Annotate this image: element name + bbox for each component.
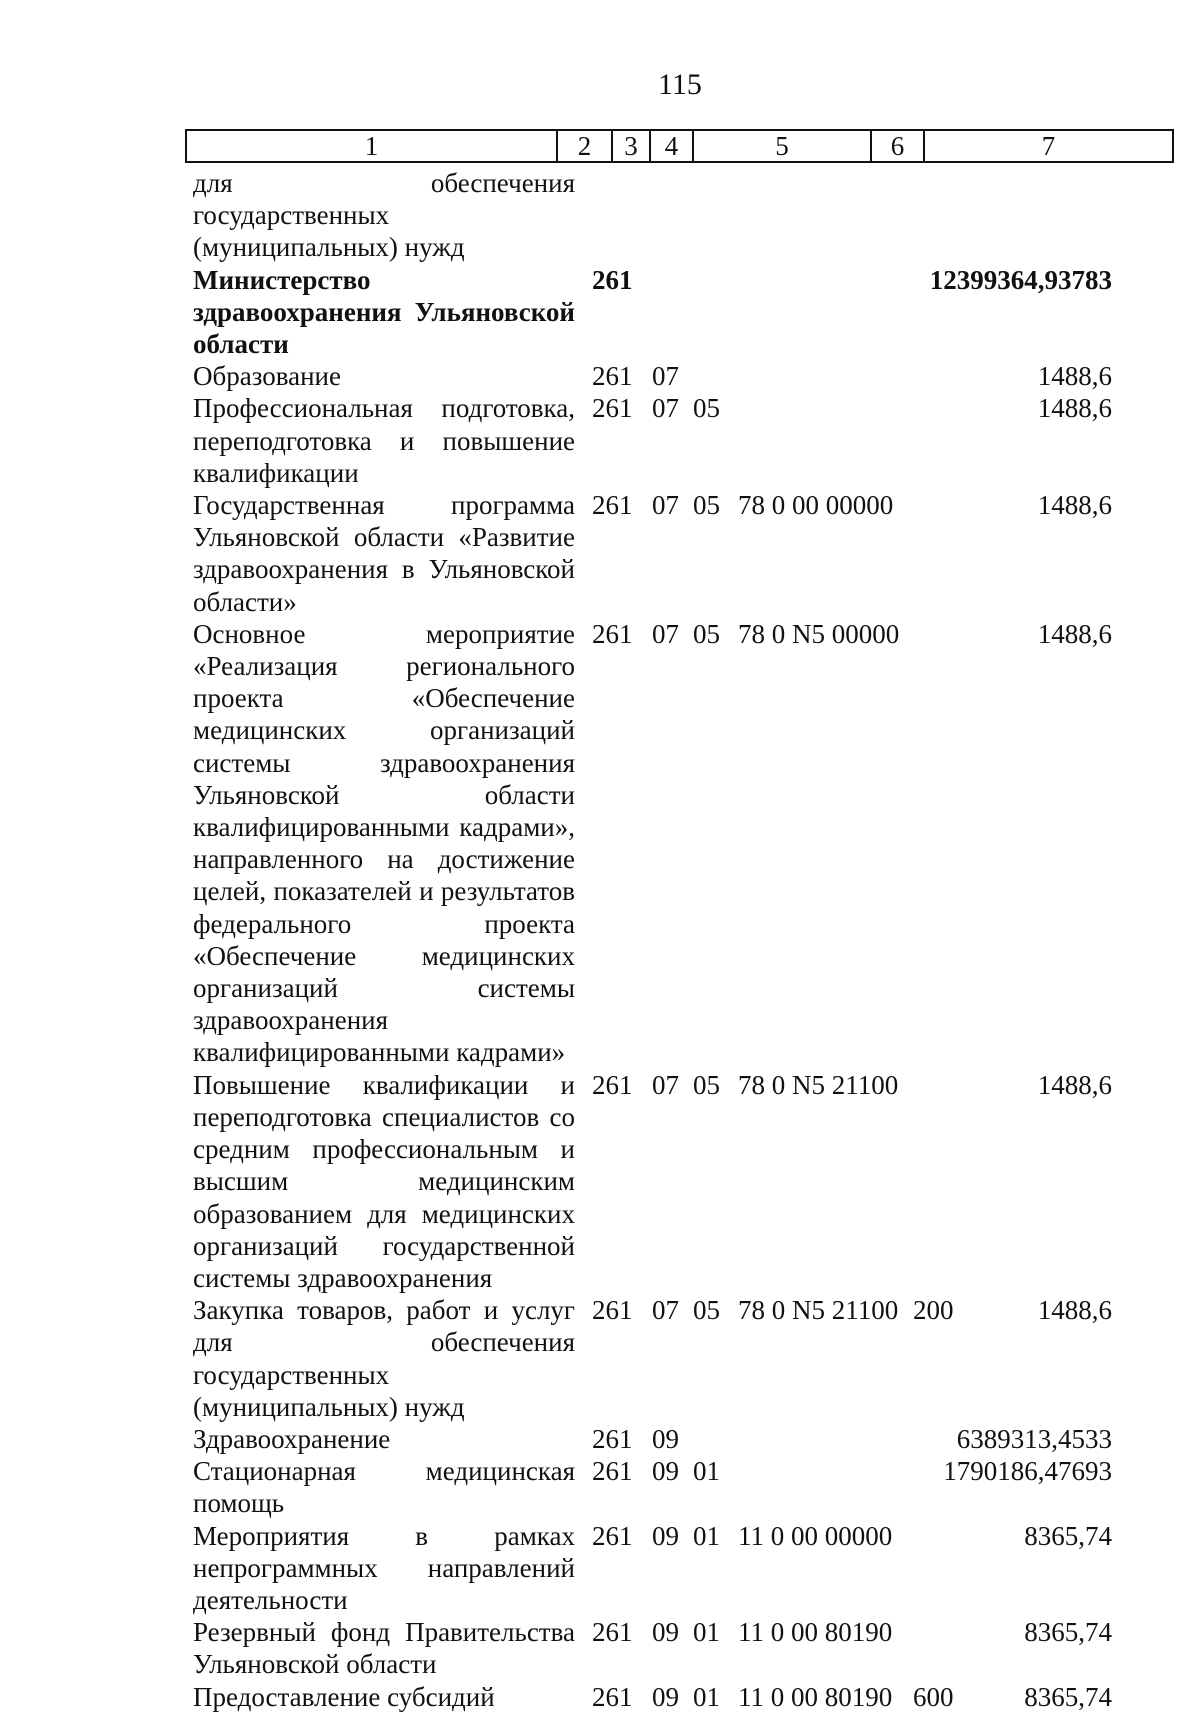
cell-c2: 261 xyxy=(592,1520,633,1551)
cell-c5: 78 0 N5 21100 xyxy=(738,1295,899,1326)
table-row xyxy=(0,360,1200,392)
cell-c7: 12399364,93783 xyxy=(929,264,1112,295)
page-number: 115 xyxy=(658,68,702,101)
column-header-4: 4 xyxy=(650,130,693,162)
row-name: Основное мероприятие «Реализация регионального проекта «Обеспечение медицинских организаций системы здравоохранения Ульяновской области квалифицированными кадрами», направленного на достижение целей, показателей и результатов федерального проекта «Обеспечение медицинских организаций системы здравоохранения квалифицированными кадрами» xyxy=(193,618,575,1068)
cell-c6: 600 xyxy=(913,1681,954,1712)
cell-c2: 261 xyxy=(592,490,633,521)
cell-c2: 261 xyxy=(592,1617,633,1648)
table-row xyxy=(0,489,1200,618)
cell-c4: 01 xyxy=(693,1456,720,1487)
budget-table-body xyxy=(0,167,1200,1713)
cell-c2: 261 xyxy=(592,1295,633,1326)
cell-c3: 07 xyxy=(652,1295,679,1326)
table-row xyxy=(0,1294,1200,1423)
column-header-1: 1 xyxy=(186,130,557,162)
cell-c2: 261 xyxy=(592,393,633,424)
cell-c3: 07 xyxy=(652,393,679,424)
cell-c7: 1488,6 xyxy=(1037,1069,1112,1100)
table-row xyxy=(0,618,1200,1069)
column-header-3: 3 xyxy=(612,130,650,162)
cell-c7: 1488,6 xyxy=(1037,361,1112,392)
cell-c7: 1488,6 xyxy=(1037,618,1112,649)
cell-c2: 261 xyxy=(592,264,633,295)
cell-c4: 05 xyxy=(693,393,720,424)
cell-c5: 78 0 00 00000 xyxy=(738,490,894,521)
table-row xyxy=(0,1069,1200,1294)
row-name: Стационарная медицинская помощь xyxy=(193,1456,575,1519)
cell-c3: 07 xyxy=(652,1069,679,1100)
cell-c5: 11 0 00 00000 xyxy=(738,1520,893,1551)
cell-c2: 261 xyxy=(592,1456,633,1487)
cell-c4: 01 xyxy=(693,1617,720,1648)
row-name: Государственная программа Ульяновской области «Развитие здравоохранения в Ульяновской области» xyxy=(193,490,575,617)
cell-c7: 1488,6 xyxy=(1037,490,1112,521)
row-name: для обеспечения государственных (муниципальных) нужд xyxy=(193,168,575,263)
table-row xyxy=(0,1423,1200,1455)
cell-c5: 78 0 N5 00000 xyxy=(738,618,900,649)
row-name: Резервный фонд Правительства Ульяновской области xyxy=(193,1617,575,1680)
cell-c2: 261 xyxy=(592,361,633,392)
cell-c7: 1488,6 xyxy=(1037,1295,1112,1326)
cell-c3: 07 xyxy=(652,361,679,392)
row-name: Повышение квалификации и переподготовка специалистов со средним профессиональным и высшим медицинским образованием для медицинских организаций государственной системы здравоохранения xyxy=(193,1069,575,1293)
cell-c7: 8365,74 xyxy=(1024,1681,1112,1712)
cell-c5: 78 0 N5 21100 xyxy=(738,1069,899,1100)
cell-c4: 05 xyxy=(693,490,720,521)
cell-c7: 8365,74 xyxy=(1024,1520,1112,1551)
cell-c7: 6389313,4533 xyxy=(956,1423,1112,1454)
cell-c4: 05 xyxy=(693,1295,720,1326)
cell-c4: 01 xyxy=(693,1681,720,1712)
cell-c2: 261 xyxy=(592,618,633,649)
column-header-7: 7 xyxy=(924,130,1173,162)
cell-c5: 11 0 00 80190 xyxy=(738,1681,893,1712)
cell-c3: 07 xyxy=(652,490,679,521)
table-row xyxy=(0,167,1200,264)
row-name: Образование xyxy=(193,361,341,392)
column-header-5: 5 xyxy=(693,130,871,162)
row-name: Предоставление субсидий xyxy=(193,1681,495,1712)
cell-c7: 8365,74 xyxy=(1024,1617,1112,1648)
row-name: Здравоохранение xyxy=(193,1423,391,1454)
row-name: Профессиональная подготовка, переподготовка и повышение квалификации xyxy=(193,393,575,488)
row-name: Министерство здравоохранения Ульяновской области xyxy=(193,264,575,360)
cell-c4: 05 xyxy=(693,618,720,649)
column-header-2: 2 xyxy=(557,130,612,162)
cell-c2: 261 xyxy=(592,1423,633,1454)
table-row xyxy=(0,1681,1200,1713)
cell-c7: 1488,6 xyxy=(1037,393,1112,424)
cell-c3: 09 xyxy=(652,1520,679,1551)
table-row xyxy=(0,1616,1200,1680)
row-name: Мероприятия в рамках непрограммных направлений деятельности xyxy=(193,1520,575,1615)
cell-c3: 07 xyxy=(652,618,679,649)
cell-c3: 09 xyxy=(652,1456,679,1487)
cell-c5: 11 0 00 80190 xyxy=(738,1617,893,1648)
column-header-row xyxy=(186,130,1173,162)
cell-c4: 01 xyxy=(693,1520,720,1551)
cell-c6: 200 xyxy=(913,1295,954,1326)
table-row xyxy=(0,264,1200,361)
table-row xyxy=(0,1520,1200,1617)
cell-c3: 09 xyxy=(652,1617,679,1648)
cell-c3: 09 xyxy=(652,1423,679,1454)
cell-c4: 05 xyxy=(693,1069,720,1100)
table-row xyxy=(0,1455,1200,1519)
cell-c7: 1790186,47693 xyxy=(943,1456,1112,1487)
row-name: Закупка товаров, работ и услуг для обеспечения государственных (муниципальных) нужд xyxy=(193,1295,575,1422)
table-row xyxy=(0,392,1200,489)
cell-c3: 09 xyxy=(652,1681,679,1712)
column-header-6: 6 xyxy=(871,130,924,162)
cell-c2: 261 xyxy=(592,1681,633,1712)
cell-c2: 261 xyxy=(592,1069,633,1100)
column-header-table xyxy=(185,129,1174,163)
